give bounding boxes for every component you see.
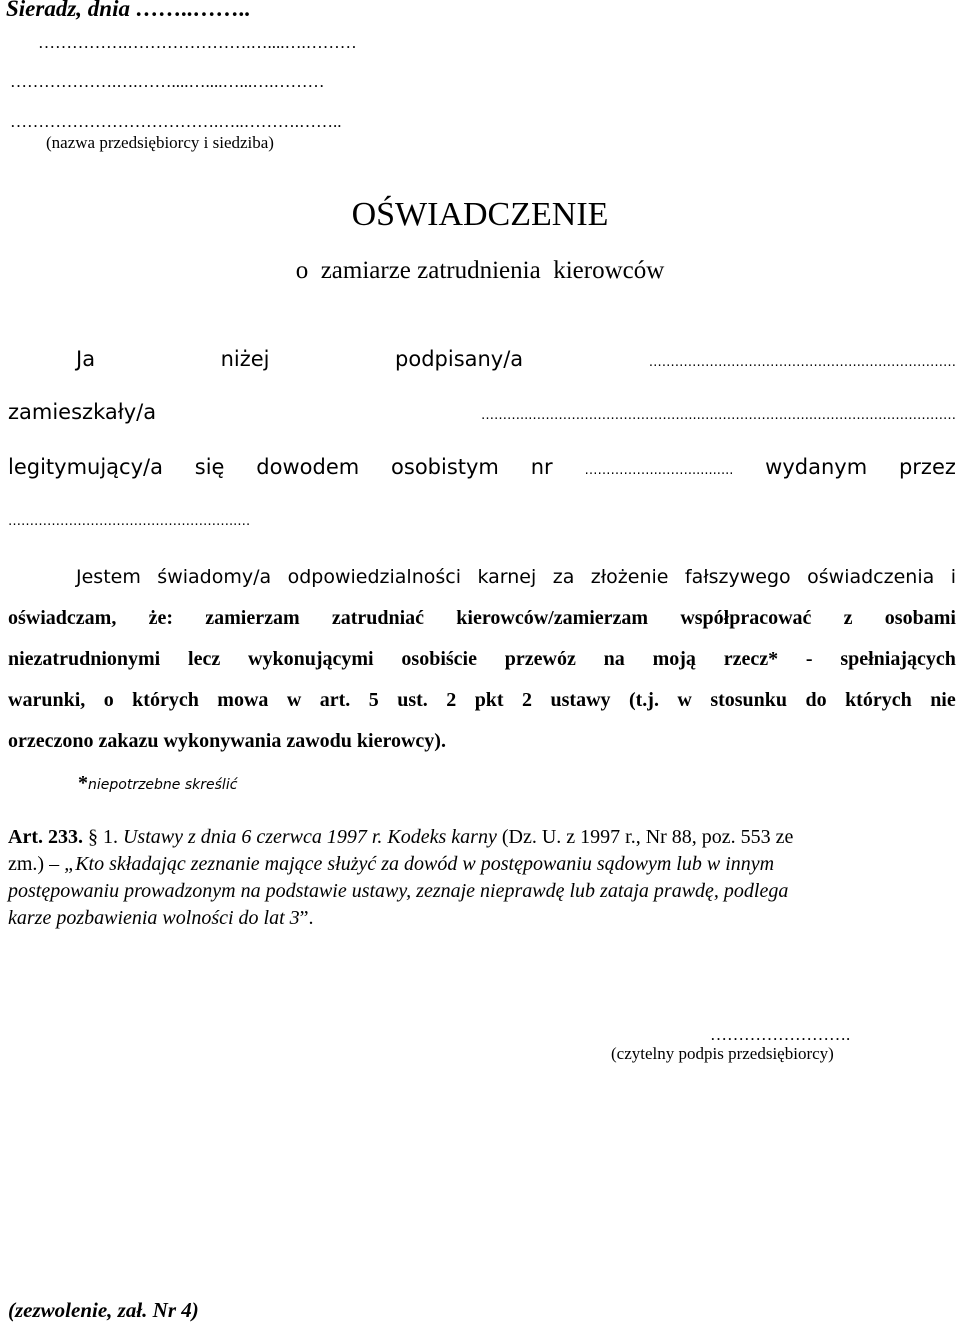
word: art. [319, 689, 351, 711]
word: ust. [397, 689, 428, 711]
quote-close: ”. [299, 907, 314, 929]
law-line-3: postępowaniu prowadzonym na podstawie ustawy, zeznaje nieprawdę lub zataja prawdę, podlega [8, 880, 789, 902]
declaration-line-3 [8, 648, 956, 671]
word: odpowiedzialności [287, 566, 461, 588]
word: ustawy [550, 689, 611, 711]
identity-line-2 [8, 400, 956, 424]
footnote-star: * [78, 772, 88, 794]
company-dots-line-2: ……………….….……....…....…...….……… [10, 72, 325, 91]
declaration-line-4 [8, 689, 956, 712]
word: legitymujący/a [8, 455, 163, 479]
word: do [805, 689, 827, 711]
word: 5 [368, 689, 379, 711]
place-date: Sieradz, dnia ……..…….. [6, 0, 251, 21]
word: fałszywego [684, 566, 791, 588]
law-quote: „Kto składając zeznanie mające służyć za dowód w postępowaniu sądowym lub w innym [64, 853, 775, 875]
word: przewóz [504, 648, 576, 670]
word: oświadczenia [807, 566, 935, 588]
word: karnej [477, 566, 537, 588]
word: za [552, 566, 575, 588]
document-title: OŚWIADCZENIE [351, 196, 609, 233]
word: - [805, 648, 813, 670]
word: oświadczam, [8, 607, 117, 629]
word: w [677, 689, 692, 711]
paragraph-number: § 1. [87, 826, 118, 848]
word: których [132, 689, 199, 711]
article-number: Art. 233. [8, 826, 83, 848]
word: z [843, 607, 853, 629]
company-caption: (nazwa przedsiębiorcy i siedziba) [46, 133, 274, 152]
word: osobistym [391, 455, 499, 479]
word: że: [148, 607, 173, 629]
word: podpisany/a [395, 347, 524, 371]
company-dots-line-1: …………….………………….…....….……… [38, 33, 357, 52]
law-quote-end: karze pozbawienia wolności do lat 3 [8, 907, 300, 929]
attachment-note: (zezwolenie, zał. Nr 4) [8, 1298, 199, 1322]
law-line-2 [8, 853, 774, 876]
word: zatrudniać [331, 607, 425, 629]
identity-line-1 [76, 347, 956, 371]
word: dowodem [256, 455, 360, 479]
word: nr [530, 455, 553, 479]
citation: (Dz. U. z 1997 r., Nr 88, poz. 553 ze [501, 826, 794, 848]
word: o [103, 689, 114, 711]
word: się [194, 455, 225, 479]
word: rzecz* [723, 648, 779, 670]
word: których [845, 689, 912, 711]
name-field-dots: …………………………………………..………………… [648, 355, 956, 370]
declaration-line-5: orzeczono zakazu wykonywania zawodu kierowcy). [8, 730, 446, 752]
signature-caption: (czytelny podpis przedsiębiorcy) [611, 1044, 834, 1063]
word: moją [652, 648, 696, 670]
word: lecz [188, 648, 221, 670]
word: spełniających [840, 648, 956, 670]
address-label: zamieszkały/a [8, 400, 157, 424]
word: nie [930, 689, 956, 711]
company-dots-line-3: ……………………………….…..……….…….. [10, 112, 342, 131]
word: niżej [220, 347, 270, 371]
citation-end: zm.) – [8, 853, 60, 875]
act-title: Ustawy z dnia 6 czerwca 1997 r. Kodeks karny [122, 826, 497, 848]
word: 2 [522, 689, 533, 711]
word: współpracować [680, 607, 812, 629]
signature-dots: ……………………. [710, 1025, 851, 1044]
word: 2 [446, 689, 457, 711]
word: pkt [474, 689, 504, 711]
word: Jestem [76, 566, 141, 588]
word: przez [898, 455, 956, 479]
word: i [950, 566, 956, 588]
word: warunki, [8, 689, 86, 711]
word: kierowców/zamierzam [456, 607, 649, 629]
word: złożenie [590, 566, 669, 588]
word: mowa [217, 689, 269, 711]
address-field-dots: ………...………………………………...……………………..…………………………… [480, 408, 956, 423]
word: zamierzam [205, 607, 300, 629]
word: osobiście [401, 648, 477, 670]
word: niezatrudnionymi [8, 648, 161, 670]
word: Ja [76, 347, 96, 371]
word: (t.j. [628, 689, 659, 711]
word: w [286, 689, 302, 711]
word: osobami [884, 607, 956, 629]
identity-line-3 [8, 455, 956, 479]
document-subtitle: o zamiarze zatrudnienia kierowców [295, 257, 665, 284]
footnote [78, 772, 237, 795]
word: wykonującymi [248, 648, 374, 670]
issuer-field-dots: ……………………………………………..… [8, 514, 251, 529]
declaration-line-1 [76, 566, 956, 588]
id-number-dots: ……………...……........... [584, 463, 734, 478]
word: stosunku [710, 689, 788, 711]
law-line-1 [8, 826, 793, 849]
word: świadomy/a [157, 566, 272, 588]
word: wydanym [765, 455, 868, 479]
word: na [603, 648, 625, 670]
law-line-4 [8, 907, 314, 930]
footnote-text: niepotrzebne skreślić [88, 777, 238, 793]
declaration-line-2 [8, 607, 956, 630]
